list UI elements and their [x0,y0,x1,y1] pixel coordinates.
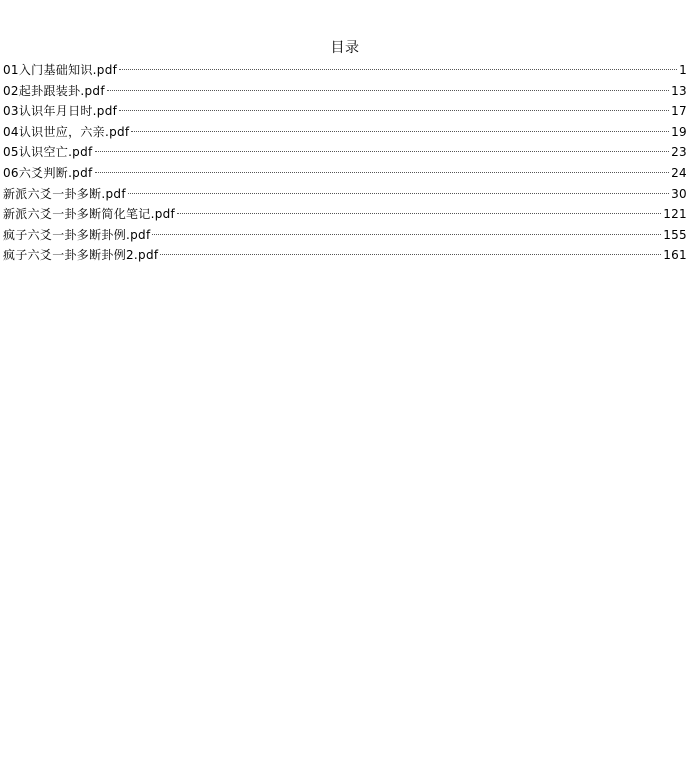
toc-entry-page: 19 [671,124,687,139]
toc-entry-label: 03认识年月日时.pdf [3,104,118,119]
toc-leader-dots [119,69,677,70]
toc-entry[interactable] [3,122,687,143]
toc-entry-page: 17 [671,104,687,119]
toc-leader-dots [177,213,661,214]
toc-entry[interactable] [3,81,687,102]
toc-entry-label: 疯子六爻一卦多断卦例.pdf [3,227,151,242]
toc-leader-dots [95,172,670,173]
toc-entry-label: 新派六爻一卦多断.pdf [3,186,126,201]
toc-leader-dots [107,90,669,91]
toc-entry[interactable] [3,184,687,205]
toc-entry-label: 06六爻判断.pdf [3,165,93,180]
toc-entry-label: 05认识空亡.pdf [3,145,93,160]
toc-entry-page: 13 [671,83,687,98]
toc-leader-dots [131,131,669,132]
toc-leader-dots [152,234,661,235]
toc-entry-label: 01入门基础知识.pdf [3,63,118,77]
table-of-contents [3,60,687,266]
toc-entry-label: 疯子六爻一卦多断卦例2.pdf [3,248,159,263]
toc-entry[interactable] [3,204,687,225]
toc-entry-page: 24 [671,165,687,180]
toc-entry-page: 1 [679,63,687,77]
toc-entry-page: 23 [671,145,687,160]
toc-entry[interactable] [3,142,687,163]
toc-entry[interactable] [3,245,687,266]
toc-entry-page: 155 [663,227,687,242]
toc-entry-label: 04认识世应，六亲.pdf [3,124,130,139]
toc-entry[interactable] [3,163,687,184]
toc-leader-dots [160,254,661,255]
toc-entry-label: 02起卦跟装卦.pdf [3,83,105,98]
toc-title: 目录 [330,40,360,56]
toc-entry[interactable] [3,101,687,122]
toc-entry[interactable] [3,60,687,81]
toc-entry-page: 30 [671,186,687,201]
toc-leader-dots [95,151,670,152]
toc-entry[interactable] [3,225,687,246]
toc-entry-label: 新派六爻一卦多断简化笔记.pdf [3,207,176,222]
toc-entry-page: 121 [663,207,687,222]
toc-entry-page: 161 [663,248,687,263]
toc-leader-dots [119,110,669,111]
toc-leader-dots [128,193,669,194]
